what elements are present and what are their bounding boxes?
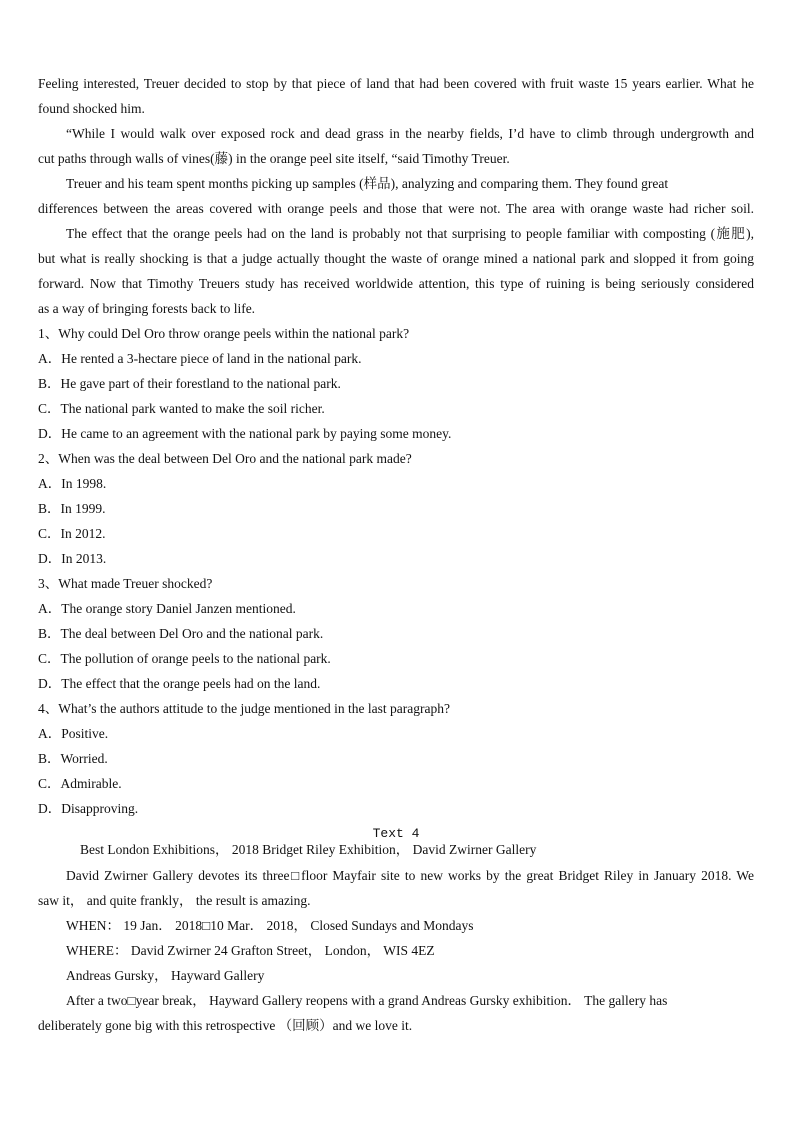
- passage-line: but what is really shocking is that a judge actually thought the waste of orange mined a national park and slopped it from going: [38, 251, 754, 266]
- section-subtitle: Best London Exhibitions， 2018 Bridget Riley Exhibition， David Zwirner Gallery: [80, 842, 537, 857]
- question-3: [38, 571, 754, 696]
- option-a: A．Positive.: [38, 726, 109, 741]
- question-4: [38, 696, 754, 821]
- option-a: A．In 1998.: [38, 476, 107, 491]
- passage: [38, 71, 754, 321]
- option-c: C．The national park wanted to make the soil richer.: [38, 401, 325, 416]
- option-d: D．Disapproving.: [38, 801, 139, 816]
- section-heading: Text 4: [372, 826, 420, 841]
- passage-line: The effect that the orange peels had on the land is probably not that surprising to people familiar with composting (施肥),: [66, 226, 754, 241]
- option-c: C．The pollution of orange peels to the national park.: [38, 651, 331, 666]
- when-line: WHEN： 19 Jan． 2018□10 Mar． 2018， Closed Sundays and Mondays: [66, 918, 474, 933]
- passage-line: Treuer and his team spent months picking up samples (样品), analyzing and comparing them. They found great: [66, 176, 669, 191]
- document-page: [38, 71, 754, 1038]
- option-c: C．Admirable.: [38, 776, 122, 791]
- text-4: [38, 826, 754, 1038]
- passage-line: deliberately gone big with this retrospective （回顾）and we love it.: [38, 1018, 413, 1033]
- passage-line: Feeling interested, Treuer decided to stop by that piece of land that had been covered with fruit waste 15 years earlier. What he: [38, 76, 754, 91]
- passage-line: After a two□year break， Hayward Gallery reopens with a grand Andreas Gursky exhibition． The gallery has: [66, 993, 668, 1008]
- passage-line: differences between the areas covered with orange peels and those that were not. The area with orange waste had richer soil.: [38, 201, 754, 216]
- question-stem: 3、What made Treuer shocked?: [38, 576, 213, 591]
- option-b: B．In 1999.: [38, 501, 106, 516]
- passage-line: forward. Now that Timothy Treuers study has received worldwide attention, this type of ruining is being seriously considered: [38, 276, 754, 291]
- option-c: C．In 2012.: [38, 526, 106, 541]
- passage-line: as a way of bringing forests back to life.: [38, 301, 256, 316]
- option-b: B．The deal between Del Oro and the national park.: [38, 626, 324, 641]
- passage-line: cut paths through walls of vines(藤) in the orange peel site itself, “said Timothy Treuer.: [38, 151, 510, 166]
- option-a: A．The orange story Daniel Janzen mentioned.: [38, 601, 296, 616]
- passage-line: David Zwirner Gallery devotes its three□floor Mayfair site to new works by the great Bridget Riley in January 2018. We: [66, 868, 754, 883]
- passage-line: “While I would walk over exposed rock and dead grass in the nearby fields, I’d have to climb through undergrowth and: [66, 126, 754, 141]
- where-line: WHERE： David Zwirner 24 Grafton Street， London， WIS 4EZ: [66, 943, 435, 958]
- passage-line: saw it， and quite frankly， the result is amazing.: [38, 893, 311, 908]
- question-2: [38, 446, 754, 571]
- passage-line: found shocked him.: [38, 101, 145, 116]
- question-stem: 4、What’s the authors attitude to the judge mentioned in the last paragraph?: [38, 701, 451, 716]
- option-a: A．He rented a 3-hectare piece of land in the national park.: [38, 351, 362, 366]
- option-d: D．In 2013.: [38, 551, 107, 566]
- option-b: B．Worried.: [38, 751, 108, 766]
- exhibition-title: Andreas Gursky， Hayward Gallery: [66, 968, 265, 983]
- question-stem: 1、Why could Del Oro throw orange peels within the national park?: [38, 326, 410, 341]
- question-stem: 2、When was the deal between Del Oro and the national park made?: [38, 451, 412, 466]
- option-b: B．He gave part of their forestland to the national park.: [38, 376, 341, 391]
- questions: [38, 321, 754, 821]
- option-d: D．He came to an agreement with the national park by paying some money.: [38, 426, 452, 441]
- option-d: D．The effect that the orange peels had on the land.: [38, 676, 321, 691]
- question-1: [38, 321, 754, 446]
